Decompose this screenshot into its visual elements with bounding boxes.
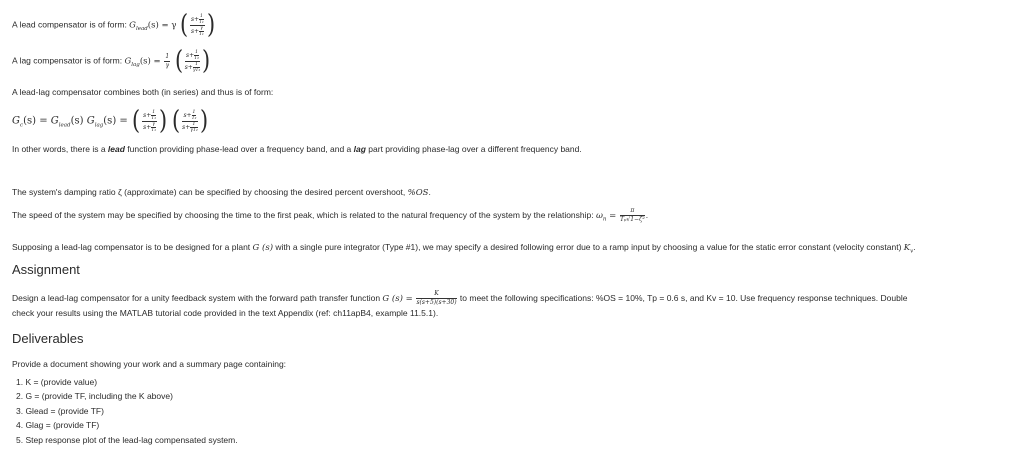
lag-num-frac-bot: T₂ <box>194 55 199 61</box>
supposing-end: . <box>913 242 916 252</box>
deliverables-intro: Provide a document showing your work and a summary page containing: <box>12 359 287 369</box>
combined-g2-arg: (s) = <box>103 115 131 127</box>
combined-f1-num-top: 1 <box>152 109 156 115</box>
lag-lhs-sub: lag <box>131 61 140 68</box>
assignment-tf-num: K <box>416 290 456 299</box>
lead-den-frac-top: γ <box>200 25 203 31</box>
lag-prefix: A lag compensator is of form: <box>12 55 125 66</box>
assignment-tf-den: s(s+5)(s+30) <box>416 299 457 306</box>
lead-den-frac-bot: T₁ <box>199 31 204 37</box>
combined-equation <box>12 108 209 134</box>
combined-f1-den: s+ <box>143 123 152 131</box>
supposing-paragraph <box>12 241 916 258</box>
assignment-line1-a: Design a lead-lag compensator for a unity feedback system with the forward path transfer function <box>12 292 383 303</box>
combined-f2-den-top: 1 <box>190 122 198 128</box>
lag-coef <box>164 53 170 70</box>
combined-f2-den: s+ <box>182 123 191 131</box>
supposing-text: Supposing a lead-lag compensator is to be designed for a plant <box>12 242 253 252</box>
combined-lhs-sub: c <box>20 122 24 129</box>
speed-lhs: ω <box>595 210 603 221</box>
speed-num: π <box>620 207 645 216</box>
supposing-text2: with a single pure integrator (Type #1), we may specify a desired following error due to a ramp input by choosing a value for the static error constant (velocity constant) <box>273 242 904 252</box>
assignment-g: G (s) = <box>382 293 416 304</box>
speed-text: The speed of the system may be specified by choosing the time to the first peak, which is related to the natural frequency of the system by the relationship: <box>12 209 596 220</box>
combined-g1: G <box>50 115 59 127</box>
assignment-line-2: check your results using the MATLAB tutorial code provided in the text Appendix (ref: ch11apB4, example 11.5.1). <box>12 308 439 318</box>
other-words-b: function providing phase-lead over a frequency band, and a <box>124 144 354 154</box>
lag-right-paren: ) <box>202 46 211 76</box>
lead-num-frac-top: 1 <box>200 13 203 19</box>
damping-math: %OS <box>407 188 429 198</box>
lead-lhs: G <box>129 20 136 31</box>
speed-lhs-sub: n <box>602 216 607 223</box>
combine-text: A lead-lag compensator combines both (in series) and thus is of form: <box>12 87 274 97</box>
combined-f2-den-bot: γT₂ <box>190 127 198 133</box>
list-item: 4. Glag = (provide TF) <box>16 420 100 430</box>
combined-f2-num: s+ <box>183 111 192 119</box>
lead-compensator-line <box>12 12 216 38</box>
damping-paragraph <box>12 186 431 199</box>
combined-g1-arg: (s) <box>70 115 87 127</box>
speed-den: Tₚ√1−ζ² <box>620 216 645 223</box>
other-words-paragraph <box>12 143 582 155</box>
list-item: 1. K = (provide value) <box>16 377 98 387</box>
combined-paren-1-right: ) <box>159 106 168 136</box>
other-words-lead: lead <box>107 144 125 154</box>
combined-paren-1-left: ( <box>131 106 141 136</box>
damping-text: The system's damping ratio ζ (approximate) can be specified by choosing the desired percent overshoot, <box>12 187 408 197</box>
lag-coef-num: 1 <box>165 52 170 60</box>
combined-lhs-arg: (s) = <box>23 115 51 127</box>
lag-den-frac-bot: γT₂ <box>192 67 201 73</box>
list-item: 2. G = (provide TF, including the K above) <box>16 391 173 401</box>
list-item: 5. Step response plot of the lead-lag compensated system. <box>16 435 238 445</box>
other-words-a: In other words, there is a <box>12 144 108 154</box>
lag-den-frac-top: 1 <box>193 62 201 68</box>
other-words-c: part providing phase-lag over a different frequency band. <box>365 144 582 154</box>
combined-g1-sub: lead <box>58 122 71 129</box>
combined-f2-num-top: 1 <box>192 109 196 115</box>
supposing-kv-sub: v <box>910 248 914 255</box>
combined-lhs: G <box>12 115 20 127</box>
lead-right-paren: ) <box>206 10 215 40</box>
lead-num-frac-bot: T₁ <box>199 19 204 25</box>
supposing-g: G (s) <box>252 243 274 253</box>
combined-f2-num-bot: T₂ <box>191 115 197 121</box>
combined-g2: G <box>86 115 95 127</box>
speed-fraction <box>620 207 645 224</box>
lag-lhs-arg: (s) = <box>139 56 164 67</box>
supposing-kv: K <box>903 243 911 253</box>
assignment-line1-b: to meet the following specifications: %OS = 10%, Tp = 0.6 s, and Kv = 10. Use frequency response techniques. Double <box>457 292 908 303</box>
assignment-line-1 <box>12 290 907 307</box>
combined-paren-2-right: ) <box>199 106 208 136</box>
combined-f1-den-bot: T₁ <box>151 127 157 133</box>
lead-lhs-arg: (s) = γ <box>147 20 177 31</box>
lag-compensator-line <box>12 48 211 74</box>
lag-coef-den: γ <box>165 61 170 69</box>
lead-left-paren: ( <box>179 10 188 40</box>
speed-end: . <box>645 209 649 220</box>
lead-prefix: A lead compensator is of form: <box>12 19 130 30</box>
lag-den: s+ <box>184 63 193 71</box>
lag-left-paren: ( <box>174 46 183 76</box>
lag-num-frac-top: 1 <box>195 49 198 55</box>
combined-g2-sub: lag <box>94 122 104 129</box>
speed-eq: = <box>606 210 619 221</box>
deliverables-heading: Deliverables <box>12 331 84 346</box>
lag-fraction <box>185 50 201 73</box>
speed-paragraph <box>12 207 648 225</box>
combined-f1-den-top: γ <box>152 121 155 127</box>
assignment-tf-fraction <box>416 290 456 307</box>
lead-num: s+ <box>190 15 200 23</box>
other-words-lag: lag <box>353 144 366 154</box>
lag-lhs: G <box>124 56 132 67</box>
combined-f1-num: s+ <box>143 111 152 119</box>
combined-paren-2-left: ( <box>171 106 181 136</box>
lead-den: s+ <box>190 27 200 35</box>
assignment-heading: Assignment <box>12 262 80 277</box>
lag-num: s+ <box>186 51 195 59</box>
damping-end: . <box>428 187 431 197</box>
combined-fraction-1 <box>142 110 157 133</box>
combined-f1-num-bot: T₁ <box>151 115 157 121</box>
lead-fraction <box>190 14 205 37</box>
list-item: 3. Glead = (provide TF) <box>16 406 104 416</box>
combined-fraction-2 <box>182 110 198 133</box>
lead-lhs-sub: lead <box>135 25 148 32</box>
